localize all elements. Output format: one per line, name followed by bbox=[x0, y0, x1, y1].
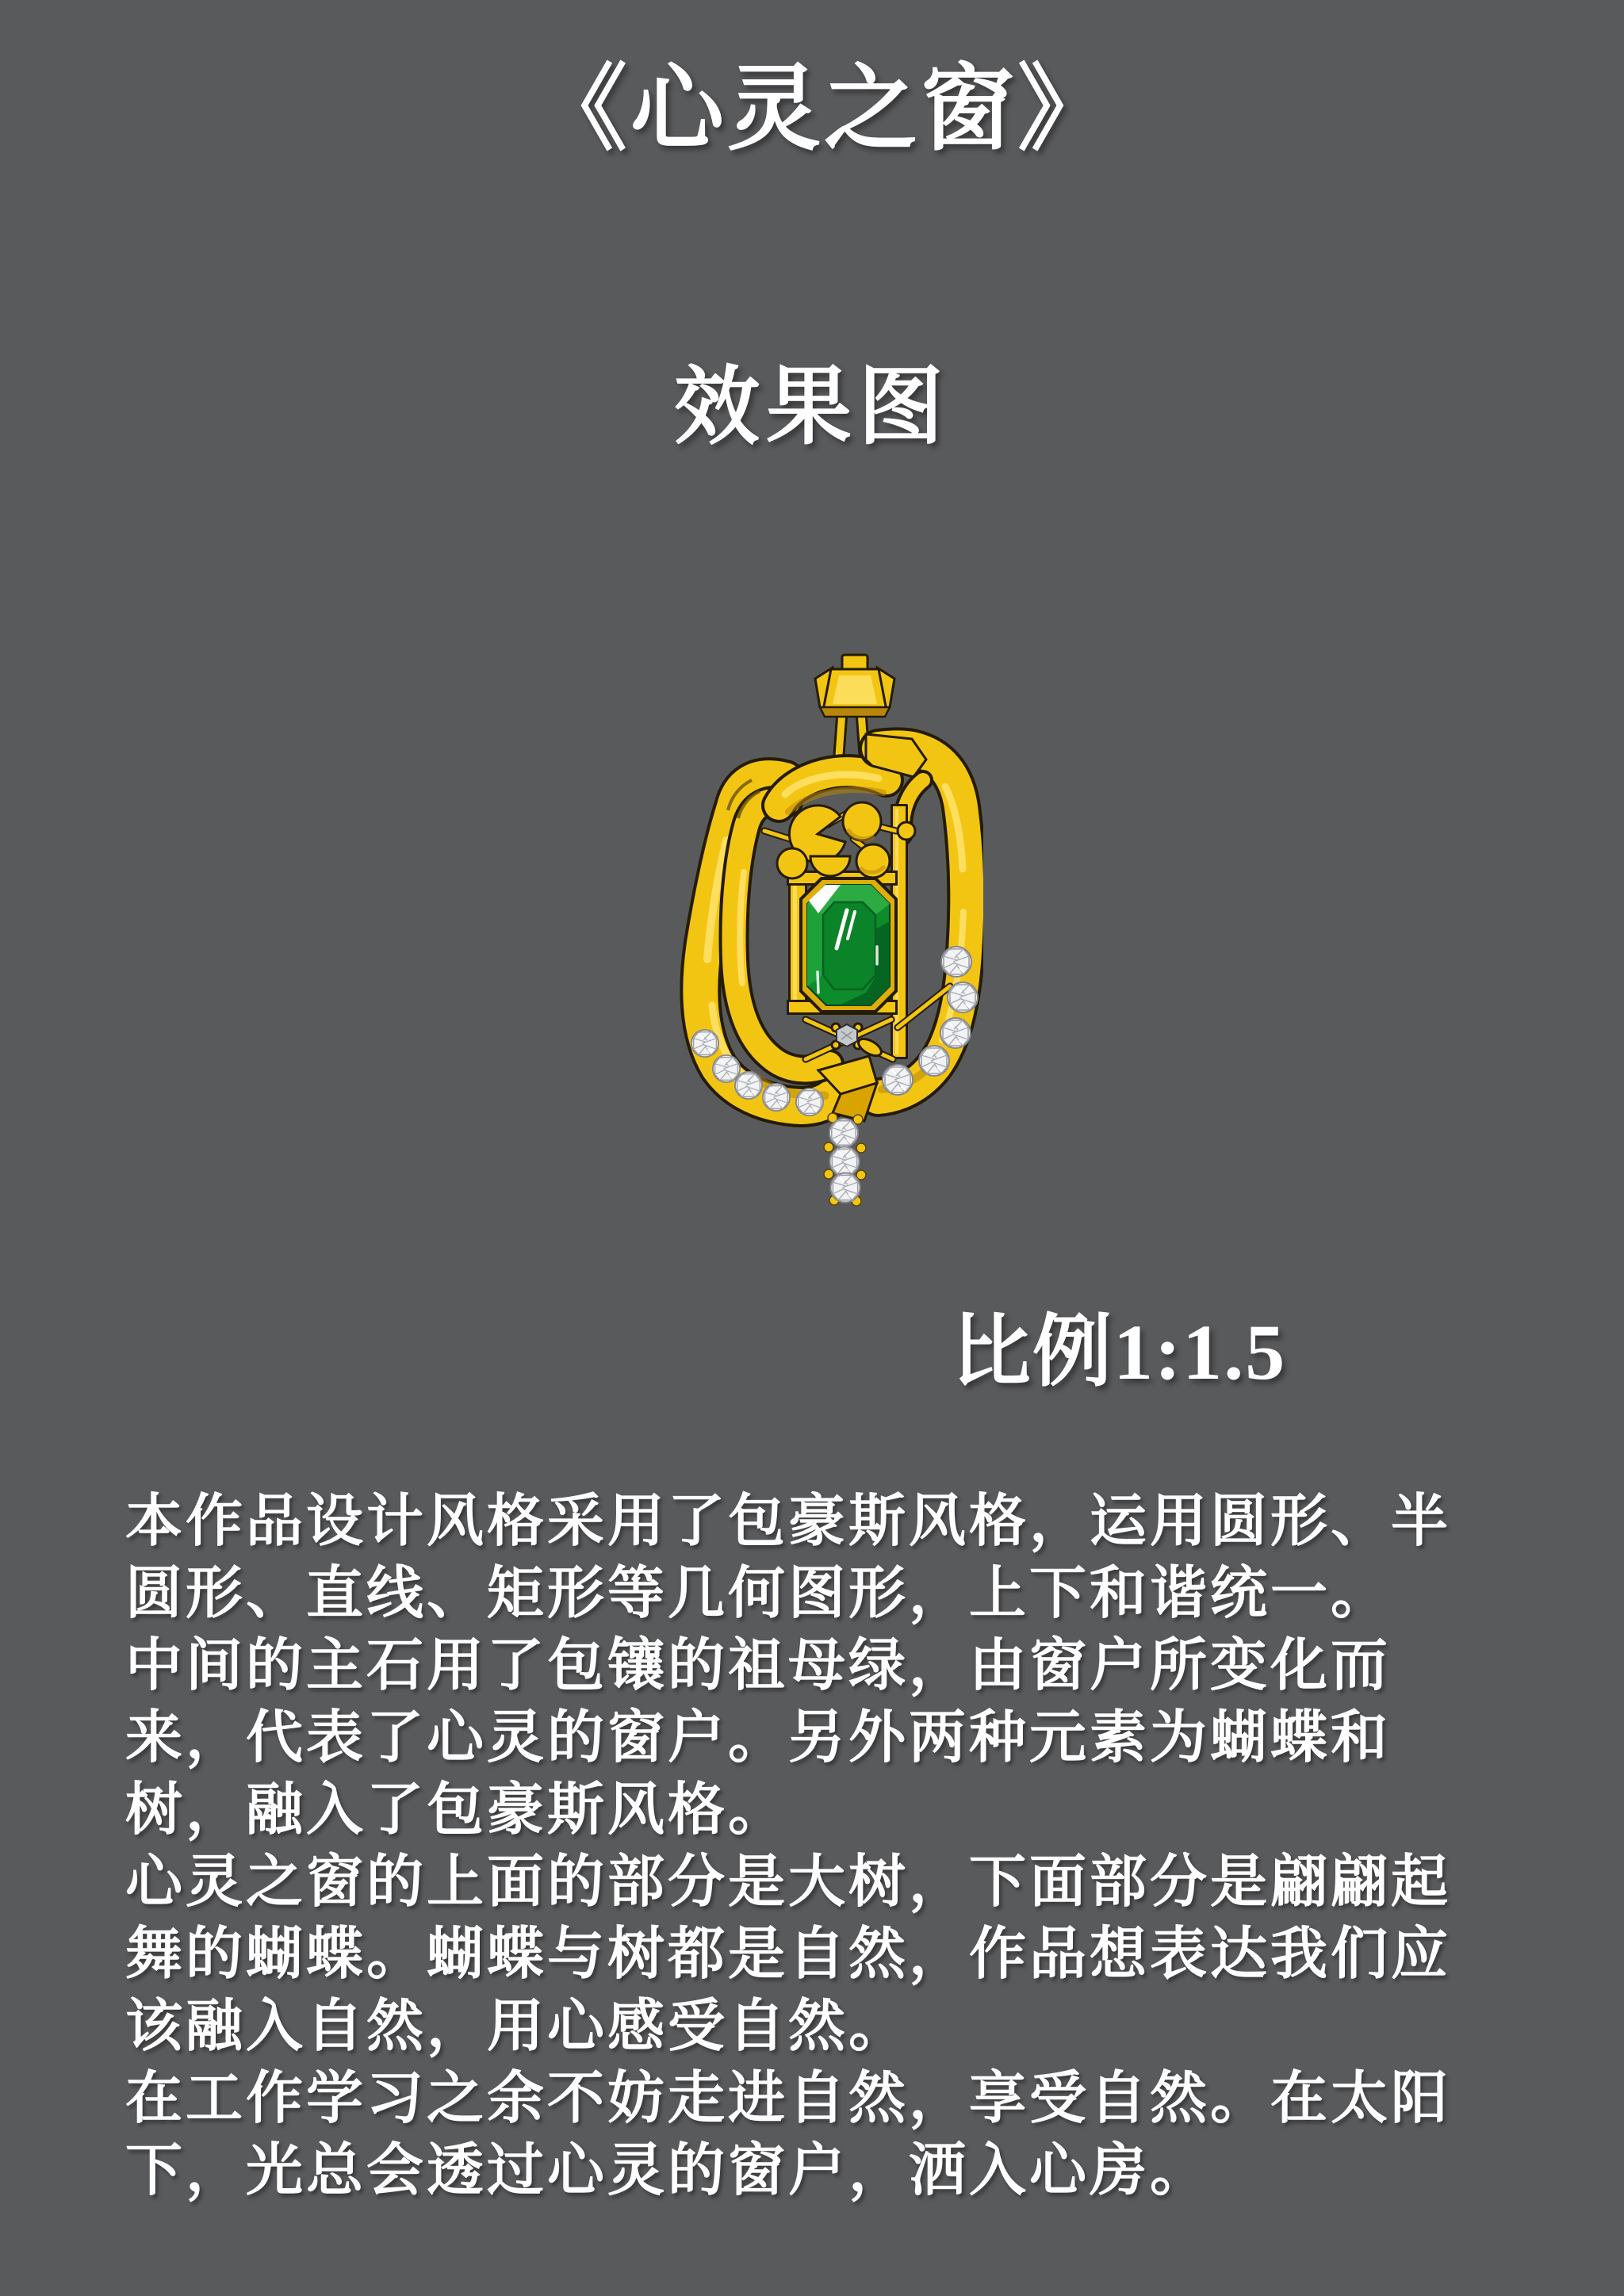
description-line: 下，光总会透过心灵的窗户，洒入心房。 bbox=[125, 2139, 1211, 2202]
scale-value: 1:1.5 bbox=[1113, 1308, 1287, 1396]
description-line: 在工作学习之余不妨走进自然，享受自然。在太阳 bbox=[125, 2067, 1452, 2130]
description-line: 树，融入了包豪斯风格。 bbox=[125, 1778, 789, 1842]
emerald-stone bbox=[801, 878, 896, 1012]
description-line: 该融入自然，用心感受自然。 bbox=[125, 1995, 910, 2058]
scale-label bbox=[952, 1288, 1286, 1402]
jewelry-illustration bbox=[666, 646, 983, 1217]
description-text bbox=[125, 1486, 1545, 2207]
brooch-illustration bbox=[666, 646, 983, 1217]
description-line: 舞的蝴蝶。蝴蝶与树都是自然，作品想表达我们应 bbox=[125, 1923, 1452, 1986]
page-title: 《心灵之窗》 bbox=[533, 57, 1114, 162]
description-line: 来，代表了心灵的窗户。另外两种元素为蝴蝶和 bbox=[125, 1706, 1392, 1770]
section-label-rendering: 效果图 bbox=[673, 358, 950, 454]
scale-prefix: 比例 bbox=[952, 1307, 1113, 1396]
diamond-drop bbox=[824, 1113, 866, 1206]
description-line: 心灵之窗的上面的部分是大树，下面部分是翩翩起 bbox=[125, 1850, 1452, 1914]
description-line: 本作品设计风格采用了包豪斯风格，运用圆形、半 bbox=[125, 1490, 1452, 1553]
description-line: 中间的主石用了包镶的祖母绿，由窗户所变化而 bbox=[125, 1634, 1392, 1697]
description-line: 圆形、直线、矩形等几何图形，上下和谐统一。 bbox=[125, 1562, 1392, 1625]
